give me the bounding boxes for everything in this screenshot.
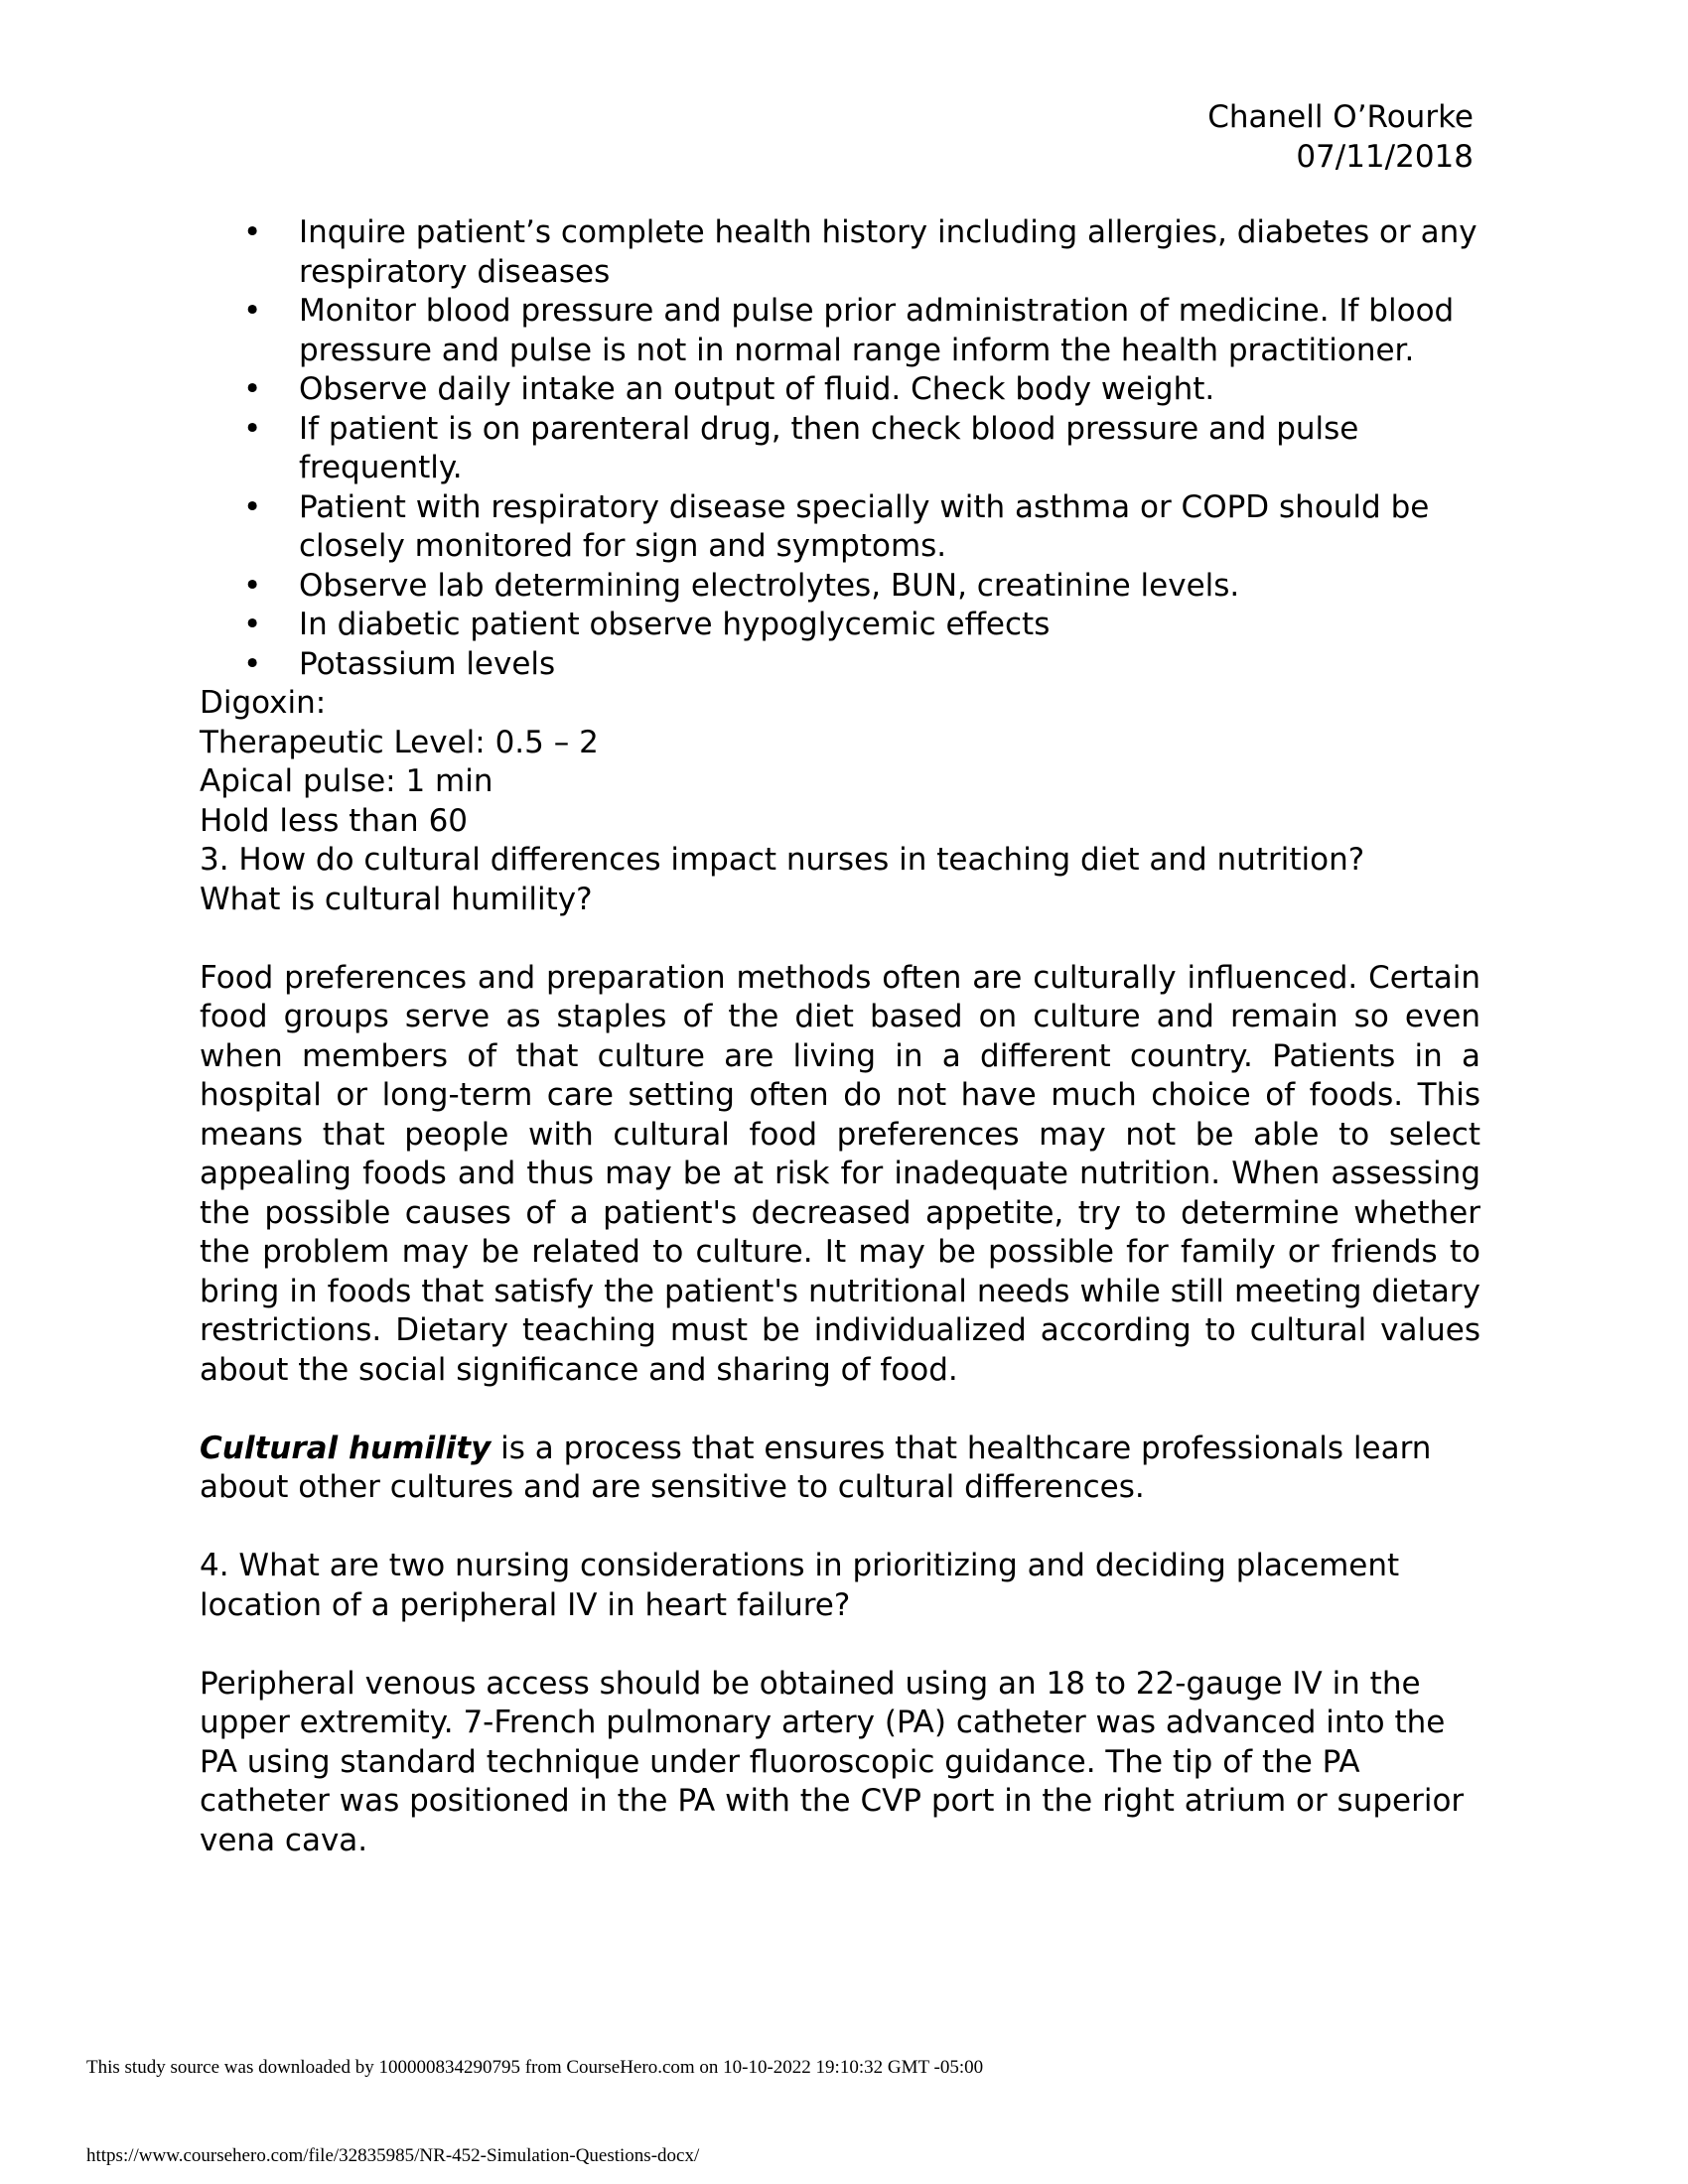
cultural-humility-paragraph [200, 1430, 1480, 1508]
answer-3-paragraph: Food preferences and preparation methods often are culturally influenced. Certain food groups serve as staples of the diet based on culture and remain so even when members of that culture are living in a different country. Patients in a hospital or long-term care setting often do not have much choice of foods. This means that people with cultural food preferences may not be able to select appealing foods and thus may be at risk for inadequate nutrition. When assessing the possible causes of a patient's decreased appetite, try to determine whether the problem may be related to culture. It may be possible for family or friends to bring in foods that satisfy the patient's nutritional needs while still meeting dietary restrictions. Dietary teaching must be individualized according to cultural values about the social significance and sharing of food. [200, 959, 1480, 1388]
bullet-item: • In diabetic patient observe hypoglycemic effects [200, 606, 1480, 645]
question-3 [200, 841, 1480, 919]
bullet-item: • Monitor blood pressure and pulse prior administration of medicine. If blood pressure and pulse is not in normal range inform the health practitioner. [200, 292, 1480, 370]
bullet-item: • If patient is on parenteral drug, then check blood pressure and pulse frequently. [200, 410, 1480, 488]
digoxin-apical-pulse: Apical pulse: 1 min [200, 763, 493, 799]
digoxin-therapeutic-level: Therapeutic Level: 0.5 – 2 [200, 724, 599, 760]
digoxin-hold: Hold less than 60 [200, 802, 469, 839]
digoxin-section [200, 684, 1480, 841]
author-name: Chanell O’Rourke [1207, 99, 1474, 135]
cultural-humility-term: Cultural humility [200, 1430, 492, 1466]
download-notice: This study source was downloaded by 100000834290795 from CourseHero.com on 10-10-2022 19:10:32 GMT -05:00 [86, 2057, 984, 2078]
bullet-item: • Observe daily intake an output of fluid. Check body weight. [200, 370, 1480, 410]
nursing-bullet-list [200, 213, 1480, 684]
document-body [200, 213, 1480, 1860]
question-3-line-2: What is cultural humility? [200, 881, 593, 917]
document-date: 07/11/2018 [1296, 139, 1474, 175]
source-url[interactable]: https://www.coursehero.com/file/32835985/NR-452-Simulation-Questions-docx/ [86, 2145, 700, 2166]
document-header [1207, 97, 1474, 177]
question-4: 4. What are two nursing considerations in prioritizing and deciding placement location of a peripheral IV in heart failure? [200, 1548, 1400, 1623]
answer-4-paragraph: Peripheral venous access should be obtained using an 18 to 22-gauge IV in the upper extremity. 7-French pulmonary artery (PA) catheter was advanced into the PA using standard technique under fluoroscopic guidance. The tip of the PA catheter was positioned in the PA with the CVP port in the right atrium or superior vena cava. [200, 1665, 1465, 1858]
digoxin-heading: Digoxin: [200, 685, 327, 721]
bullet-item: • Inquire patient’s complete health history including allergies, diabetes or any respiratory diseases [200, 213, 1480, 292]
bullet-item: • Patient with respiratory disease specially with asthma or COPD should be closely monitored for sign and symptoms. [200, 488, 1480, 567]
bullet-item: • Observe lab determining electrolytes, BUN, creatinine levels. [200, 567, 1480, 607]
question-3-line-1: 3. How do cultural differences impact nurses in teaching diet and nutrition? [200, 842, 1365, 878]
bullet-item: • Potassium levels [200, 645, 1480, 685]
cultural-humility-definition: is a process that ensures that healthcare professionals learn about other cultures and are sensitive to cultural differences. [200, 1430, 1432, 1505]
